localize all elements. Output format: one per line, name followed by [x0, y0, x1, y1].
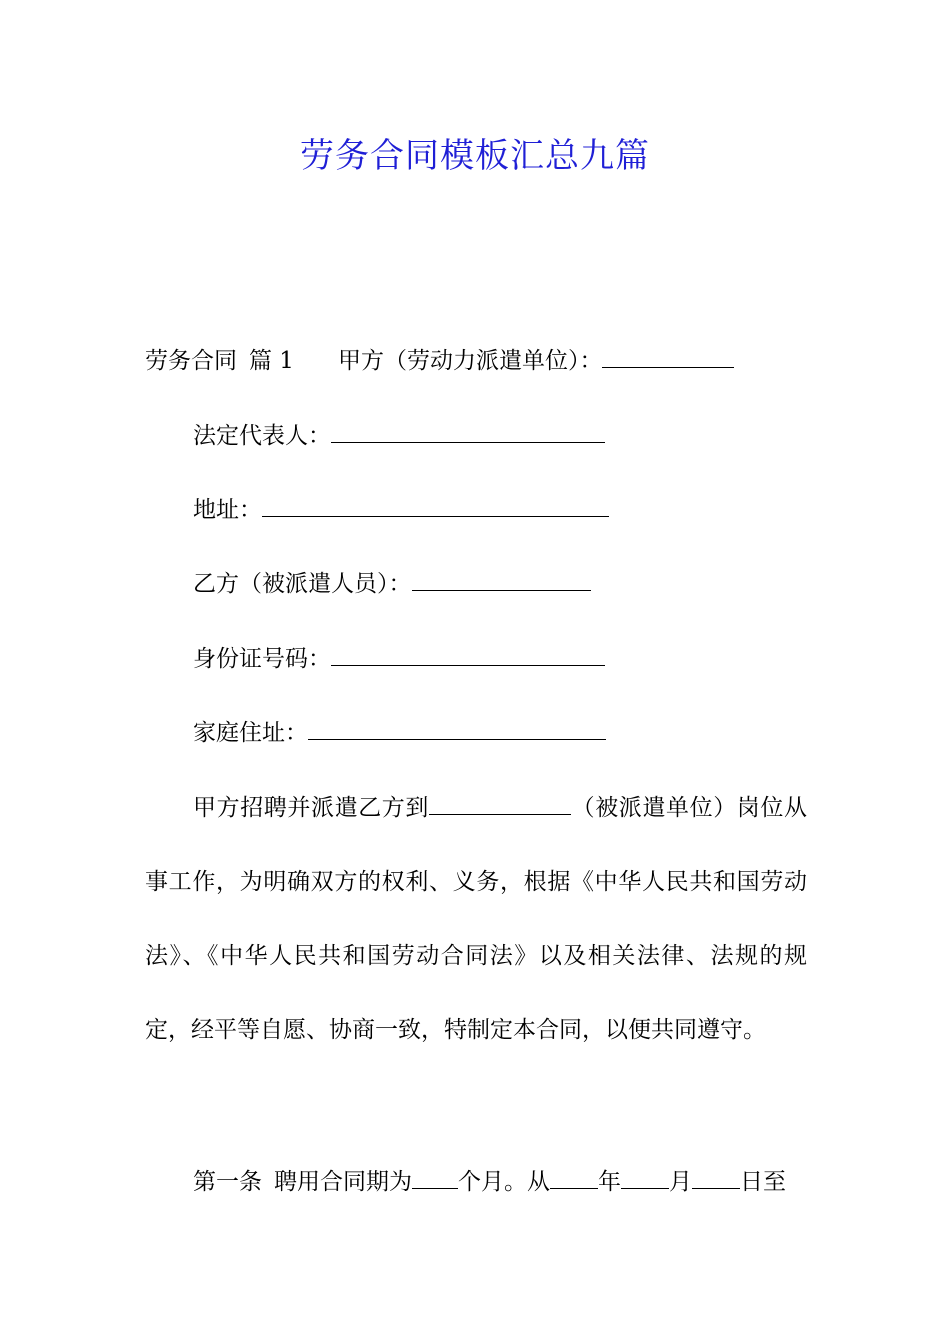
months-blank: [412, 1166, 458, 1189]
article-1-part4: 月: [669, 1169, 692, 1195]
home-address-line: [193, 717, 606, 748]
section-number: 篇 1: [249, 348, 294, 374]
address-blank: [262, 494, 609, 517]
id-number-label: 身份证号码：: [193, 646, 331, 672]
party-b-label: 乙方（被派遣人员）：: [193, 571, 412, 597]
day-blank: [692, 1166, 740, 1189]
article-1-part5: 日至: [740, 1169, 786, 1195]
document-title: 劳务合同模板汇总九篇: [300, 136, 650, 176]
section-label: 劳务合同: [145, 348, 237, 374]
month-blank: [621, 1166, 669, 1189]
dispatch-unit-blank: [429, 792, 571, 815]
year-blank: [550, 1166, 598, 1189]
article-1-part2: 个月。从: [458, 1169, 550, 1195]
article-1-label: 第一条: [193, 1169, 262, 1195]
home-address-blank: [308, 717, 606, 740]
id-number-line: [193, 643, 605, 674]
party-a-blank: [602, 345, 734, 368]
party-a-label: 甲方（劳动力派遣单位）：: [337, 348, 603, 374]
legal-rep-label: 法定代表人：: [193, 423, 331, 449]
body-paragraph: [145, 771, 807, 1067]
legal-rep-blank: [331, 420, 605, 443]
article-1-part3: 年: [598, 1169, 621, 1195]
address-line: [193, 494, 609, 525]
article-1-line: [193, 1166, 786, 1197]
header-line: [145, 345, 734, 376]
para1-part1: 甲方招聘并派遣乙方到: [193, 795, 429, 821]
home-address-label: 家庭住址：: [193, 720, 308, 746]
party-b-blank: [412, 568, 591, 591]
id-number-blank: [331, 643, 605, 666]
article-1-part1: 聘用合同期为: [274, 1169, 412, 1195]
address-label: 地址：: [193, 497, 262, 523]
party-b-line: [193, 568, 591, 599]
legal-rep-line: [193, 420, 605, 451]
para1-part2: （被派遣单位）岗位从事工作，为明确双方的权利、义务，根据《中华人民共和国劳动法》、《中华人民共和国劳动合同法》以及相关法律、法规的规定，经平等自愿、协商一致，特制定本合同，以便共同遵守。: [145, 795, 808, 1043]
